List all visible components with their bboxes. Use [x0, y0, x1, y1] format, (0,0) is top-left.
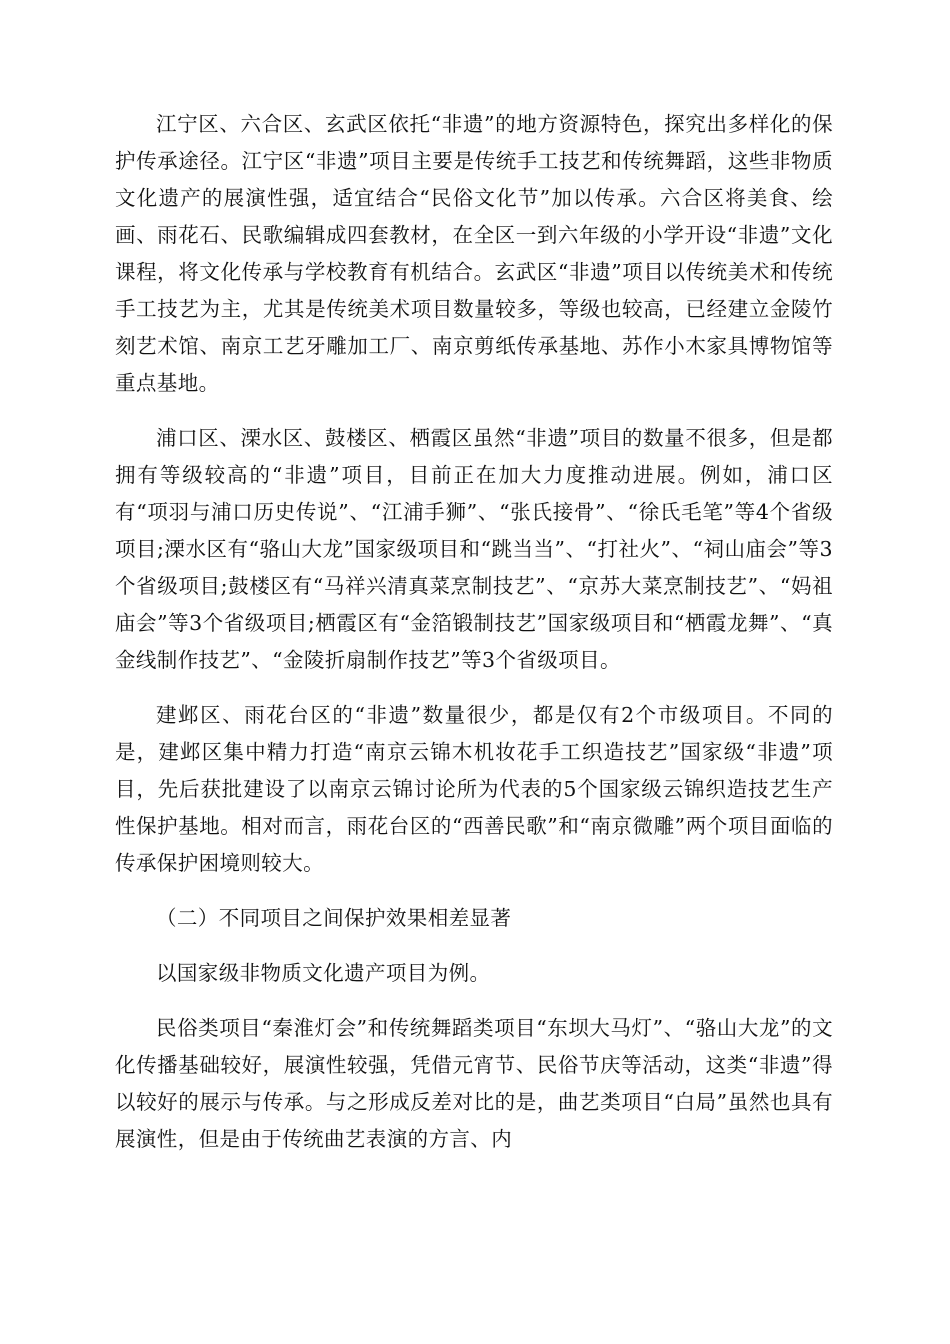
paragraph-district-approaches: 江宁区、六合区、玄武区依托“非遗”的地方资源特色，探究出多样化的保护传承途径。江宁区“非遗”项目主要是传统手工技艺和传统舞蹈，这些非物质文化遗产的展演性强，适宜结合“民俗文化节”加以传承。六合区将美食、绘画、雨花石、民歌编辑成四套教材，在全区一到六年级的小学开设“非遗”文化课程，将文化传承与学校教育有机结合。玄武区“非遗”项目以传统美术和传统手工技艺为主，尤其是传统美术项目数量较多，等级也较高，已经建立金陵竹刻艺术馆、南京工艺牙雕加工厂、南京剪纸传承基地、苏作小木家具博物馆等重点基地。	[115, 112, 833, 395]
paragraph-district-projects: 浦口区、溧水区、鼓楼区、栖霞区虽然“非遗”项目的数量不很多，但是都拥有等级较高的“非遗”项目，目前正在加大力度推动进展。例如，浦口区有“项羽与浦口历史传说”、“江浦手狮”、“张氏接骨”、“徐氏毛笔”等4个省级项目;溧水区有“骆山大龙”国家级项目和“跳当当”、“打社火”、“祠山庙会”等3个省级项目;鼓楼区有“马祥兴清真菜烹制技艺”、“京苏大菜烹制技艺”、“妈祖庙会”等3个省级项目;栖霞区有“金箔锻制技艺”国家级项目和“栖霞龙舞”、“真金线制作技艺”、“金陵折扇制作技艺”等3个省级项目。	[115, 426, 833, 672]
section-heading: （二）不同项目之间保护效果相差显著	[156, 906, 512, 930]
document-body	[115, 106, 833, 1176]
paragraph-folk-projects: 民俗类项目“秦淮灯会”和传统舞蹈类项目“东坝大马灯”、“骆山大龙”的文化传播基础较好，展演性较强，凭借元宵节、民俗节庆等活动，这类“非遗”得以较好的展示与传承。与之形成反差对比的是，曲艺类项目“白局”虽然也具有展演性，但是由于传统曲艺表演的方言、内	[115, 1016, 833, 1151]
paragraph-example-intro: 以国家级非物质文化遗产项目为例。	[156, 961, 491, 985]
paragraph-jianye-yuhuatai: 建邺区、雨花台区的“非遗”数量很少，都是仅有2个市级项目。不同的是，建邺区集中精力打造“南京云锦木机妆花手工织造技艺”国家级“非遗”项目，先后获批建设了以南京云锦讨论所为代表的5个国家级云锦织造技艺生产性保护基地。相对而言，雨花台区的“西善民歌”和“南京微雕”两个项目面临的传承保护困境则较大。	[115, 703, 833, 875]
